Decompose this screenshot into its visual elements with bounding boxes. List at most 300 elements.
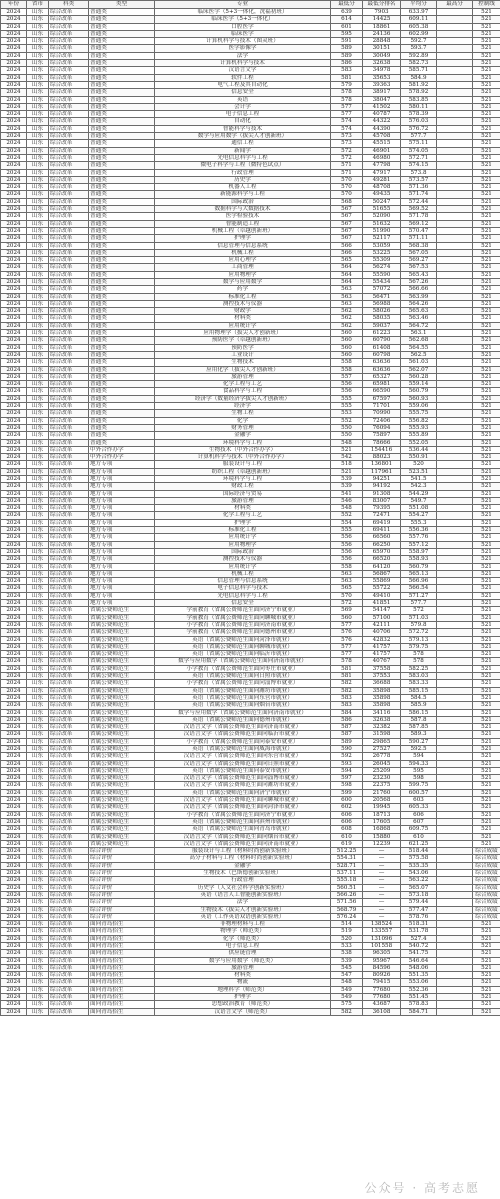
cell-control-line: 521	[473, 621, 500, 628]
cell-subject: 综合改革	[49, 410, 89, 417]
cell-subject: 综合改革	[49, 789, 89, 796]
cell-min-rank: 59037	[363, 322, 401, 329]
cell-max-score	[437, 257, 473, 264]
cell-avg-score: 573.8	[401, 169, 437, 176]
cell-province: 山东	[27, 505, 49, 512]
cell-year: 2024	[1, 636, 27, 643]
table-row	[1, 344, 500, 351]
cell-year: 2024	[1, 410, 27, 417]
cell-type: 普通类	[89, 176, 155, 183]
cell-province: 山东	[27, 673, 49, 680]
cell-avg-score: 540.72	[401, 943, 437, 950]
cell-year: 2024	[1, 206, 27, 213]
cell-min-score: 586	[331, 716, 363, 723]
cell-subject: 综合改革	[49, 293, 89, 300]
cell-subject: 综合改革	[49, 52, 89, 59]
cell-year: 2024	[1, 760, 27, 767]
cell-avg-score: 572.71	[401, 154, 437, 161]
cell-control-line: 521	[473, 738, 500, 745]
table-row	[1, 432, 500, 439]
cell-province: 山东	[27, 760, 49, 767]
cell-major: 数学与应用数学（师范类）	[155, 957, 331, 964]
cell-max-score	[437, 271, 473, 278]
header-col-major: 专业	[155, 1, 331, 9]
cell-avg-score: 563.99	[401, 293, 437, 300]
cell-subject: 综合改革	[49, 767, 89, 774]
cell-max-score	[437, 512, 473, 519]
table-row	[1, 767, 500, 774]
table-row	[1, 461, 500, 468]
cell-subject: 综合改革	[49, 636, 89, 643]
cell-major: 金融学	[155, 432, 331, 439]
cell-subject: 综合改革	[49, 257, 89, 264]
cell-min-rank: 55434	[363, 278, 401, 285]
cell-year: 2024	[1, 972, 27, 979]
cell-province: 山东	[27, 184, 49, 191]
cell-type: 面向青岛招生	[89, 950, 155, 957]
cell-avg-score: 561.03	[401, 359, 437, 366]
cell-province: 山东	[27, 213, 49, 220]
cell-major: 智能制造工程	[155, 220, 331, 227]
cell-year: 2024	[1, 344, 27, 351]
cell-province: 山东	[27, 811, 49, 818]
table-row	[1, 322, 500, 329]
cell-subject: 综合改革	[49, 351, 89, 358]
table-row	[1, 96, 500, 103]
cell-min-rank: 60790	[363, 337, 401, 344]
cell-min-score: 582	[331, 687, 363, 694]
cell-max-score	[437, 833, 473, 840]
cell-min-score: 565	[331, 257, 363, 264]
cell-major: 行政管理	[155, 169, 331, 176]
cell-max-score	[437, 454, 473, 461]
cell-avg-score: 569.27	[401, 257, 437, 264]
table-row	[1, 607, 500, 614]
cell-avg-score: 583.85	[401, 96, 437, 103]
cell-year: 2024	[1, 242, 27, 249]
cell-max-score	[437, 133, 473, 140]
cell-province: 山东	[27, 629, 49, 636]
cell-control-line: 521	[473, 1008, 500, 1015]
cell-year: 2024	[1, 899, 27, 906]
cell-type: 省属公费师范生	[89, 738, 155, 745]
cell-min-score: 533	[331, 943, 363, 950]
cell-major: 小学教育（省属公费师范生面向济南市就业）	[155, 621, 331, 628]
cell-max-score	[437, 782, 473, 789]
cell-min-score: 556	[331, 548, 363, 555]
cell-control-line: 521	[473, 680, 500, 687]
cell-type: 地方专项	[89, 534, 155, 541]
cell-province: 山东	[27, 227, 49, 234]
cell-province: 山东	[27, 264, 49, 271]
cell-control-line: 521	[473, 476, 500, 483]
cell-major: 汉语言文学（省属公费师范生面向济南市就业）	[155, 724, 331, 731]
cell-year: 2024	[1, 767, 27, 774]
cell-control-line: 521	[473, 585, 500, 592]
cell-major: 金融学	[155, 862, 331, 869]
cell-min-rank: 41502	[363, 103, 401, 110]
cell-control-line: 521	[473, 38, 500, 45]
cell-major: 护理学	[155, 519, 331, 526]
cell-year: 2024	[1, 89, 27, 96]
cell-control-line: 521	[473, 600, 500, 607]
cell-subject: 综合改革	[49, 432, 89, 439]
cell-min-rank: 63636	[363, 366, 401, 373]
cell-subject: 综合改革	[49, 169, 89, 176]
table-row	[1, 446, 500, 453]
cell-avg-score: 556.36	[401, 527, 437, 534]
cell-min-rank: 41757	[363, 643, 401, 650]
cell-avg-score: 565.63	[401, 308, 437, 315]
cell-year: 2024	[1, 257, 27, 264]
cell-control-line: 521	[473, 227, 500, 234]
cell-max-score	[437, 410, 473, 417]
cell-avg-score: 577.7	[401, 600, 437, 607]
table-row	[1, 840, 500, 847]
cell-year: 2024	[1, 38, 27, 45]
table-row	[1, 964, 500, 971]
cell-min-score: 584	[331, 709, 363, 716]
cell-year: 2024	[1, 125, 27, 132]
cell-province: 山东	[27, 1001, 49, 1008]
cell-subject: 综合改革	[49, 81, 89, 88]
cell-min-rank: 69419	[363, 519, 401, 526]
cell-subject: 综合改革	[49, 665, 89, 672]
table-row	[1, 797, 500, 804]
cell-avg-score: 551.35	[401, 972, 437, 979]
cell-subject: 综合改革	[49, 753, 89, 760]
table-row	[1, 585, 500, 592]
cell-max-score	[437, 943, 473, 950]
cell-type: 普通类	[89, 67, 155, 74]
header-col-avg-score: 平均分	[401, 1, 437, 9]
cell-type: 地方专项	[89, 468, 155, 475]
cell-avg-score: 578.92	[401, 89, 437, 96]
cell-subject: 综合改革	[49, 979, 89, 986]
cell-major: 纺织工程（卓越创新班）	[155, 468, 331, 475]
cell-min-score: 572	[331, 154, 363, 161]
cell-min-rank: 45515	[363, 140, 401, 147]
cell-min-rank: 19945	[363, 804, 401, 811]
cell-type: 普通类	[89, 16, 155, 23]
cell-major: 化学	[155, 417, 331, 424]
table-row	[1, 366, 500, 373]
cell-control-line: 综合成绩	[473, 870, 500, 877]
cell-type: 普通类	[89, 118, 155, 125]
cell-control-line: 521	[473, 16, 500, 23]
cell-control-line: 521	[473, 702, 500, 709]
table-row	[1, 592, 500, 599]
cell-year: 2024	[1, 381, 27, 388]
cell-year: 2024	[1, 782, 27, 789]
cell-type: 面向青岛招生	[89, 935, 155, 942]
table-row	[1, 986, 500, 993]
cell-province: 山东	[27, 950, 49, 957]
cell-major: 临床医学（5+3一体化）	[155, 16, 331, 23]
cell-type: 普通类	[89, 60, 155, 67]
cell-min-rank: 52117	[363, 235, 401, 242]
cell-min-score: 556	[331, 381, 363, 388]
cell-year: 2024	[1, 921, 27, 928]
cell-min-score: 556	[331, 556, 363, 563]
cell-min-rank: 41757	[363, 651, 401, 658]
cell-year: 2024	[1, 724, 27, 731]
cell-major: 英语（省属公费师范生面向威海市就业）	[155, 745, 331, 752]
cell-min-rank: 56867	[363, 570, 401, 577]
cell-type: 省属公费师范生	[89, 673, 155, 680]
cell-avg-score: 575.58	[401, 855, 437, 862]
cell-major: 生物技术（拔尖人才创新实验班）	[155, 906, 331, 913]
cell-subject: 综合改革	[49, 38, 89, 45]
cell-min-score: 587	[331, 724, 363, 731]
cell-min-rank: 66250	[363, 541, 401, 548]
cell-min-score: 521	[331, 446, 363, 453]
cell-type: 面向青岛招生	[89, 964, 155, 971]
cell-control-line: 521	[473, 468, 500, 475]
cell-province: 山东	[27, 74, 49, 81]
cell-subject: 综合改革	[49, 417, 89, 424]
cell-major: 历史学（人文社会科学创新实验班）	[155, 884, 331, 891]
cell-type: 面向青岛招生	[89, 986, 155, 993]
cell-min-rank: 91308	[363, 490, 401, 497]
cell-min-rank: 17605	[363, 818, 401, 825]
cell-subject: 综合改革	[49, 330, 89, 337]
cell-control-line: 521	[473, 271, 500, 278]
cell-major: 信息安全	[155, 600, 331, 607]
cell-year: 2024	[1, 731, 27, 738]
cell-province: 山东	[27, 330, 49, 337]
cell-province: 山东	[27, 439, 49, 446]
table-row	[1, 468, 500, 475]
cell-year: 2024	[1, 227, 27, 234]
cell-control-line: 521	[473, 767, 500, 774]
cell-type: 省属公费师范生	[89, 775, 155, 782]
cell-year: 2024	[1, 665, 27, 672]
cell-major: 思想政治教育（师范类）	[155, 1001, 331, 1008]
cell-min-rank: 83007	[363, 497, 401, 504]
cell-major: 旅游管理	[155, 373, 331, 380]
cell-major: 英语（省属公费师范生面向青岛市就业）	[155, 826, 331, 833]
cell-major: 光电信息科学与工程	[155, 592, 331, 599]
table-row	[1, 614, 500, 621]
cell-max-score	[437, 16, 473, 23]
cell-avg-score: 527.4	[401, 935, 437, 942]
cell-major: 信息安全	[155, 89, 331, 96]
cell-major: 物流	[155, 979, 331, 986]
cell-subject: 综合改革	[49, 16, 89, 23]
cell-subject: 综合改革	[49, 818, 89, 825]
cell-avg-score: 576.03	[401, 118, 437, 125]
cell-avg-score: 592.5	[401, 745, 437, 752]
cell-avg-score: 598	[401, 775, 437, 782]
cell-max-score	[437, 96, 473, 103]
table-row	[1, 23, 500, 30]
cell-subject: 综合改革	[49, 133, 89, 140]
cell-year: 2024	[1, 461, 27, 468]
cell-province: 山东	[27, 38, 49, 45]
cell-province: 山东	[27, 111, 49, 118]
cell-avg-score: 610	[401, 833, 437, 840]
header-col-subject: 科类	[49, 1, 89, 9]
cell-type: 省属公费师范生	[89, 643, 155, 650]
cell-min-rank: 57072	[363, 286, 401, 293]
cell-control-line: 521	[473, 184, 500, 191]
cell-max-score	[437, 308, 473, 315]
cell-max-score	[437, 74, 473, 81]
cell-max-score	[437, 359, 473, 366]
table-row	[1, 293, 500, 300]
cell-year: 2024	[1, 476, 27, 483]
cell-min-rank: 50247	[363, 198, 401, 205]
cell-avg-score: 599.75	[401, 782, 437, 789]
cell-control-line: 521	[473, 220, 500, 227]
cell-min-score: 571.56	[331, 899, 363, 906]
cell-min-score: 570	[331, 176, 363, 183]
cell-year: 2024	[1, 184, 27, 191]
cell-min-rank: 41851	[363, 600, 401, 607]
cell-min-score: 563	[331, 300, 363, 307]
cell-max-score	[437, 227, 473, 234]
cell-control-line: 521	[473, 359, 500, 366]
cell-subject: 综合改革	[49, 315, 89, 322]
cell-control-line: 521	[473, 950, 500, 957]
table-row	[1, 994, 500, 1001]
cell-control-line: 521	[473, 556, 500, 563]
cell-province: 山东	[27, 913, 49, 920]
cell-min-score: 593	[331, 760, 363, 767]
cell-avg-score: 572	[401, 607, 437, 614]
cell-year: 2024	[1, 308, 27, 315]
cell-min-score: 563	[331, 293, 363, 300]
cell-avg-score: 584.9	[401, 74, 437, 81]
cell-year: 2024	[1, 286, 27, 293]
cell-max-score	[437, 789, 473, 796]
cell-year: 2024	[1, 877, 27, 884]
cell-subject: 综合改革	[49, 541, 89, 548]
cell-type: 省属公费师范生	[89, 753, 155, 760]
cell-min-score: 567	[331, 220, 363, 227]
cell-control-line: 521	[473, 724, 500, 731]
cell-avg-score: 586.15	[401, 709, 437, 716]
cell-control-line: 521	[473, 103, 500, 110]
cell-subject: 综合改革	[49, 731, 89, 738]
cell-major: 高分子材料与工程（材料时尚创新实验班）	[155, 855, 331, 862]
cell-avg-score: 573.57	[401, 176, 437, 183]
cell-type: 普通类	[89, 140, 155, 147]
cell-type: 省属公费师范生	[89, 804, 155, 811]
cell-max-score	[437, 461, 473, 468]
cell-type: 地方专项	[89, 578, 155, 585]
cell-type: 地方专项	[89, 519, 155, 526]
cell-max-score	[437, 906, 473, 913]
cell-avg-score: 560.28	[401, 373, 437, 380]
cell-major: 药学	[155, 286, 331, 293]
cell-min-rank: 58026	[363, 308, 401, 315]
cell-subject: 综合改革	[49, 614, 89, 621]
cell-min-rank: 136801	[363, 461, 401, 468]
cell-province: 山东	[27, 789, 49, 796]
cell-type: 地方专项	[89, 592, 155, 599]
cell-type: 省属公费师范生	[89, 782, 155, 789]
cell-major: 化学工程与工艺	[155, 381, 331, 388]
cell-avg-score: 569.12	[401, 220, 437, 227]
cell-avg-score: 592.89	[401, 52, 437, 59]
cell-min-score: 578	[331, 658, 363, 665]
cell-subject: 综合改革	[49, 286, 89, 293]
cell-max-score	[437, 979, 473, 986]
cell-type: 普通类	[89, 147, 155, 154]
cell-subject: 综合改革	[49, 994, 89, 1001]
cell-year: 2024	[1, 702, 27, 709]
cell-control-line: 521	[473, 67, 500, 74]
cell-type: 普通类	[89, 235, 155, 242]
cell-min-score: 550	[331, 432, 363, 439]
cell-type: 综合评价	[89, 855, 155, 862]
cell-type: 省属公费师范生	[89, 709, 155, 716]
cell-min-score: 570	[331, 592, 363, 599]
cell-max-score	[437, 818, 473, 825]
cell-avg-score: 587.85	[401, 724, 437, 731]
cell-major: 数学与应用数学（拔尖人才创新班）	[155, 133, 331, 140]
table-row	[1, 928, 500, 935]
cell-avg-score: 563.46	[401, 315, 437, 322]
table-row	[1, 665, 500, 672]
cell-min-rank: 79415	[363, 979, 401, 986]
cell-max-score	[437, 505, 473, 512]
table-row	[1, 716, 500, 723]
cell-control-line: 521	[473, 994, 500, 1001]
cell-min-score: 560.51	[331, 884, 363, 891]
cell-year: 2024	[1, 548, 27, 555]
cell-avg-score: 552.36	[401, 986, 437, 993]
cell-province: 山东	[27, 592, 49, 599]
table-row	[1, 519, 500, 526]
cell-min-score: 555	[331, 527, 363, 534]
table-row	[1, 745, 500, 752]
cell-max-score	[437, 680, 473, 687]
cell-province: 山东	[27, 797, 49, 804]
cell-min-rank: 64120	[363, 563, 401, 570]
cell-max-score	[437, 1001, 473, 1008]
cell-type: 综合评价	[89, 899, 155, 906]
cell-control-line: 521	[473, 972, 500, 979]
cell-subject: 综合改革	[49, 191, 89, 198]
cell-min-rank: 44322	[363, 118, 401, 125]
cell-min-rank: 23230	[363, 775, 401, 782]
cell-type: 普通类	[89, 52, 155, 59]
cell-province: 山东	[27, 176, 49, 183]
cell-province: 山东	[27, 147, 49, 154]
cell-min-score: 541	[331, 490, 363, 497]
cell-max-score	[437, 855, 473, 862]
cell-province: 山东	[27, 388, 49, 395]
cell-province: 山东	[27, 337, 49, 344]
cell-max-score	[437, 351, 473, 358]
cell-type: 普通类	[89, 125, 155, 132]
cell-min-rank: 35898	[363, 687, 401, 694]
cell-type: 省属公费师范生	[89, 745, 155, 752]
cell-min-rank: 96305	[363, 950, 401, 957]
cell-min-rank: 14425	[363, 16, 401, 23]
cell-year: 2024	[1, 600, 27, 607]
cell-max-score	[437, 797, 473, 804]
cell-type: 中外合作办学	[89, 446, 155, 453]
cell-year: 2024	[1, 687, 27, 694]
cell-subject: 综合改革	[49, 862, 89, 869]
cell-min-score: 555	[331, 403, 363, 410]
cell-year: 2024	[1, 249, 27, 256]
cell-major: 生物技术	[155, 359, 331, 366]
